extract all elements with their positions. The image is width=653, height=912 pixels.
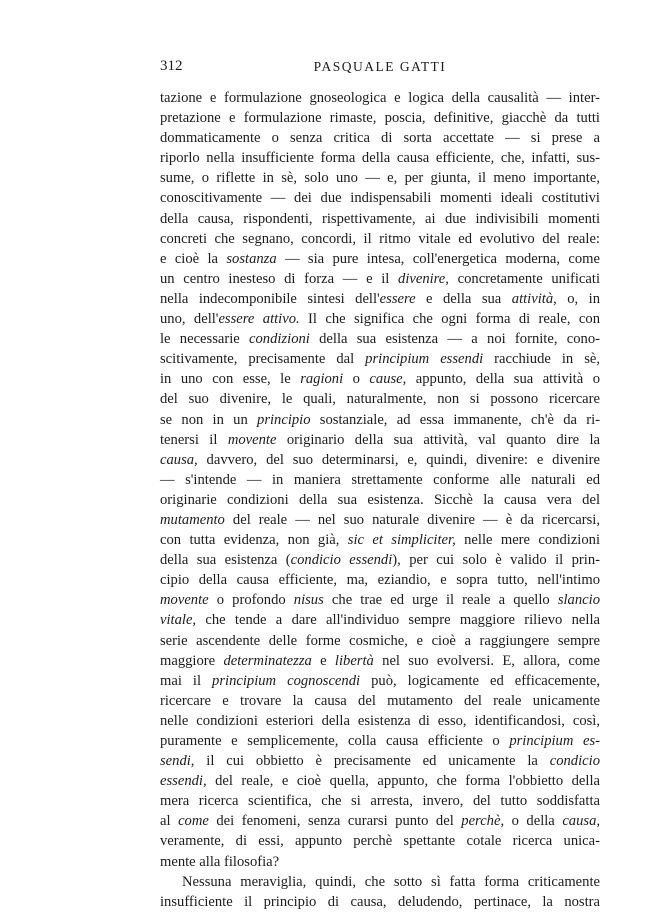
- italic-text: libertà: [334, 652, 374, 669]
- text-run: nel suo evolversi. E, allora, come: [373, 652, 601, 669]
- text-line: [160, 188, 600, 208]
- text-run: e della sua: [415, 290, 512, 307]
- italic-text: principium essendi: [365, 351, 484, 368]
- text-run: ricercare e trovare la causa del mutamento del reale unicamente: [160, 692, 600, 709]
- text-run: conoscitivamente — dei due indispensabili momenti ideali costitutivi: [160, 190, 600, 207]
- italic-text: movente: [160, 592, 209, 609]
- text-run: della causa, rispondenti, rispettivamente, ai due indivisibili momenti: [160, 210, 600, 227]
- text-run: — sia pure intesa, coll'energetica moderna, come: [276, 250, 600, 267]
- text-run: originario della sua attività, val quanto dire la: [276, 431, 600, 448]
- text-line: [160, 651, 600, 671]
- text-run: tazione e formulazione gnoseologica e logica della causalità — inter-: [160, 90, 600, 106]
- text-line: [160, 490, 600, 510]
- text-line: [160, 450, 600, 470]
- text-run: originarie condizioni della sua esistenza. Sicchè la causa vera del: [160, 491, 600, 508]
- italic-text: causa,: [562, 813, 601, 830]
- text-line: [160, 691, 600, 711]
- italic-text: principium es-: [509, 733, 600, 749]
- text-run: racchiude in sè,: [483, 351, 600, 368]
- text-run: un centro inesteso di forza — e il: [160, 270, 399, 287]
- text-run: ), per cui solo è valido il prin-: [392, 552, 600, 569]
- text-run: se non in un: [160, 411, 258, 428]
- text-run: che trae ed urge il reale a quello: [323, 592, 558, 609]
- italic-text: principium cognoscendi: [212, 672, 361, 689]
- text-line: [160, 369, 600, 389]
- text-run: mai il: [160, 672, 213, 689]
- italic-text: condizioni: [249, 331, 310, 348]
- text-run: dei fenomeni, senza curarsi punto del: [208, 813, 462, 830]
- text-run: e cioè la: [160, 250, 227, 267]
- text-run: mera ricerca scientifica, che si arresta, invero, del tutto soddisfatta: [160, 793, 600, 810]
- text-run: dommaticamente o senza critica di sorta accettate — si prese a: [160, 130, 600, 147]
- page-number: 312: [160, 58, 183, 74]
- text-run: insufficiente il principio di causa, deludendo, pertinace, la nostra: [160, 893, 600, 910]
- italic-text: condicio essendi: [290, 552, 393, 569]
- text-run: della sua esistenza — a noi fornite, cono-: [309, 331, 600, 348]
- text-run: nelle condizioni esteriori della esistenza di esso, identificandosi, così,: [160, 712, 600, 729]
- text-line: [160, 831, 600, 851]
- body-text: [160, 88, 600, 912]
- text-run: o: [343, 371, 370, 388]
- text-run: Il che significa che ogni forma di reale, con: [299, 311, 601, 328]
- text-run: o profondo: [208, 592, 294, 609]
- italic-text: attività,: [511, 290, 557, 307]
- italic-text: vitale,: [160, 612, 197, 629]
- text-run: Nessuna meraviglia, quindi, che sotto sì fatta forma criticamente: [182, 873, 600, 890]
- text-line: [160, 309, 600, 329]
- italic-text: nisus: [293, 592, 324, 609]
- text-line: [160, 751, 600, 771]
- italic-text: causa,: [160, 451, 198, 468]
- text-line: [160, 892, 600, 912]
- text-run: al: [160, 813, 179, 830]
- text-run: del reale — nel suo naturale divenire — è da ricercarsi,: [224, 511, 600, 528]
- text-line: [160, 168, 600, 188]
- text-run: del suo divenire, le quali, naturalmente, non si possono ricercare: [160, 391, 600, 408]
- text-run: della sua esistenza (: [160, 552, 291, 569]
- text-run: sostanziale, ad essa immanente, ch'è da ri-: [310, 411, 600, 428]
- text-run: in uno con esse, le: [160, 371, 301, 388]
- text-line: [160, 88, 600, 108]
- text-run: con tutta evidenza, non già,: [160, 532, 348, 549]
- text-line: [160, 329, 600, 349]
- text-line: [160, 249, 600, 269]
- text-line: [160, 610, 600, 630]
- text-line: [160, 771, 600, 791]
- italic-text: determinatezza: [223, 652, 312, 669]
- text-line: [160, 711, 600, 731]
- text-run: cipio della causa efficiente, ma, eziandio, e sopra tutto, nell'intimo: [160, 572, 600, 589]
- text-line: [160, 108, 600, 128]
- italic-text: sic et simpliciter,: [347, 532, 456, 549]
- text-run: concreti che segnano, concordi, il ritmo vitale ed evolutivo del reale:: [160, 230, 600, 247]
- running-head: PASQUALE GATTI: [313, 59, 447, 74]
- text-line: [160, 731, 600, 751]
- text-line: [160, 852, 600, 872]
- text-line: [160, 671, 600, 691]
- text-run: o, in: [556, 290, 600, 307]
- text-line: [160, 430, 600, 450]
- text-run: appunto, della sua attività o: [406, 371, 600, 388]
- text-line: [160, 550, 600, 570]
- text-run: e: [311, 652, 335, 669]
- text-line: [160, 229, 600, 249]
- text-line: [160, 148, 600, 168]
- text-line: [160, 872, 600, 892]
- text-run: nelle mere condizioni: [455, 532, 600, 549]
- text-run: le necessarie: [160, 331, 250, 348]
- text-run: veramente, di essi, appunto perchè spettante cotale ricerca unica-: [160, 833, 600, 850]
- text-line: [160, 530, 600, 550]
- text-line: [160, 510, 600, 530]
- text-run: tenersi il: [160, 431, 228, 448]
- text-run: davvero, del suo determinarsi, e, quindi, divenire: e divenire: [197, 451, 600, 468]
- italic-text: sostanza: [226, 250, 277, 267]
- italic-text: principio: [257, 411, 311, 428]
- text-run: puramente e semplicemente, colla causa efficiente o: [160, 733, 510, 749]
- text-run: — s'intende — in maniera strettamente conforme alle naturali ed: [160, 471, 600, 488]
- italic-text: condicio: [549, 753, 600, 770]
- text-run: riporlo nella insufficiente forma della causa efficiente, che, infatti, sus-: [160, 150, 600, 167]
- text-line: [160, 410, 600, 430]
- text-line: [160, 389, 600, 409]
- text-run: che tende a dare all'individuo sempre maggiore rilievo nella: [196, 612, 600, 629]
- italic-text: slancio: [557, 592, 600, 609]
- text-line: [160, 811, 600, 831]
- italic-text: cause,: [369, 371, 407, 388]
- text-run: uno, dell': [160, 311, 219, 328]
- italic-text: movente: [227, 431, 277, 448]
- text-run: concretamente unificati: [448, 270, 600, 287]
- text-line: [160, 289, 600, 309]
- text-line: [160, 128, 600, 148]
- text-line: [160, 349, 600, 369]
- page-header: [160, 58, 600, 80]
- text-line: [160, 590, 600, 610]
- text-run: o della: [504, 813, 563, 830]
- text-line: [160, 209, 600, 229]
- text-run: sume, o riflette in sè, solo uno — e, per giunta, il meno importante,: [160, 170, 600, 187]
- italic-text: mutamento: [160, 511, 225, 528]
- text-line: [160, 269, 600, 289]
- italic-text: ragioni: [300, 371, 344, 388]
- italic-text: come: [178, 813, 209, 830]
- text-run: nella indecomponibile sintesi dell': [160, 290, 380, 307]
- text-run: il cui obbietto è precisamente ed unicamente la: [194, 753, 550, 770]
- text-line: [160, 631, 600, 651]
- text-run: serie ascendente delle forme cosmiche, e cioè a raggiungere sempre: [160, 632, 600, 649]
- italic-text: essere attivo.: [218, 311, 300, 328]
- text-run: pretazione e formulazione rimaste, poscia, definitive, giacchè da tutti: [160, 110, 600, 127]
- text-line: [160, 570, 600, 590]
- italic-text: essendi,: [160, 773, 207, 790]
- text-run: può, logicamente ed efficacemente,: [360, 672, 600, 689]
- text-run: maggiore: [160, 652, 224, 669]
- italic-text: sendi,: [160, 753, 195, 770]
- italic-text: perchè,: [461, 813, 505, 830]
- italic-text: essere: [379, 290, 416, 307]
- italic-text: divenire,: [398, 270, 449, 287]
- text-line: [160, 470, 600, 490]
- text-run: mente alla filosofia?: [160, 853, 280, 870]
- text-line: [160, 791, 600, 811]
- text-run: scitivamente, precisamente dal: [160, 351, 366, 368]
- text-run: del reale, e cioè quella, appunto, che forma l'obbietto della: [206, 773, 600, 790]
